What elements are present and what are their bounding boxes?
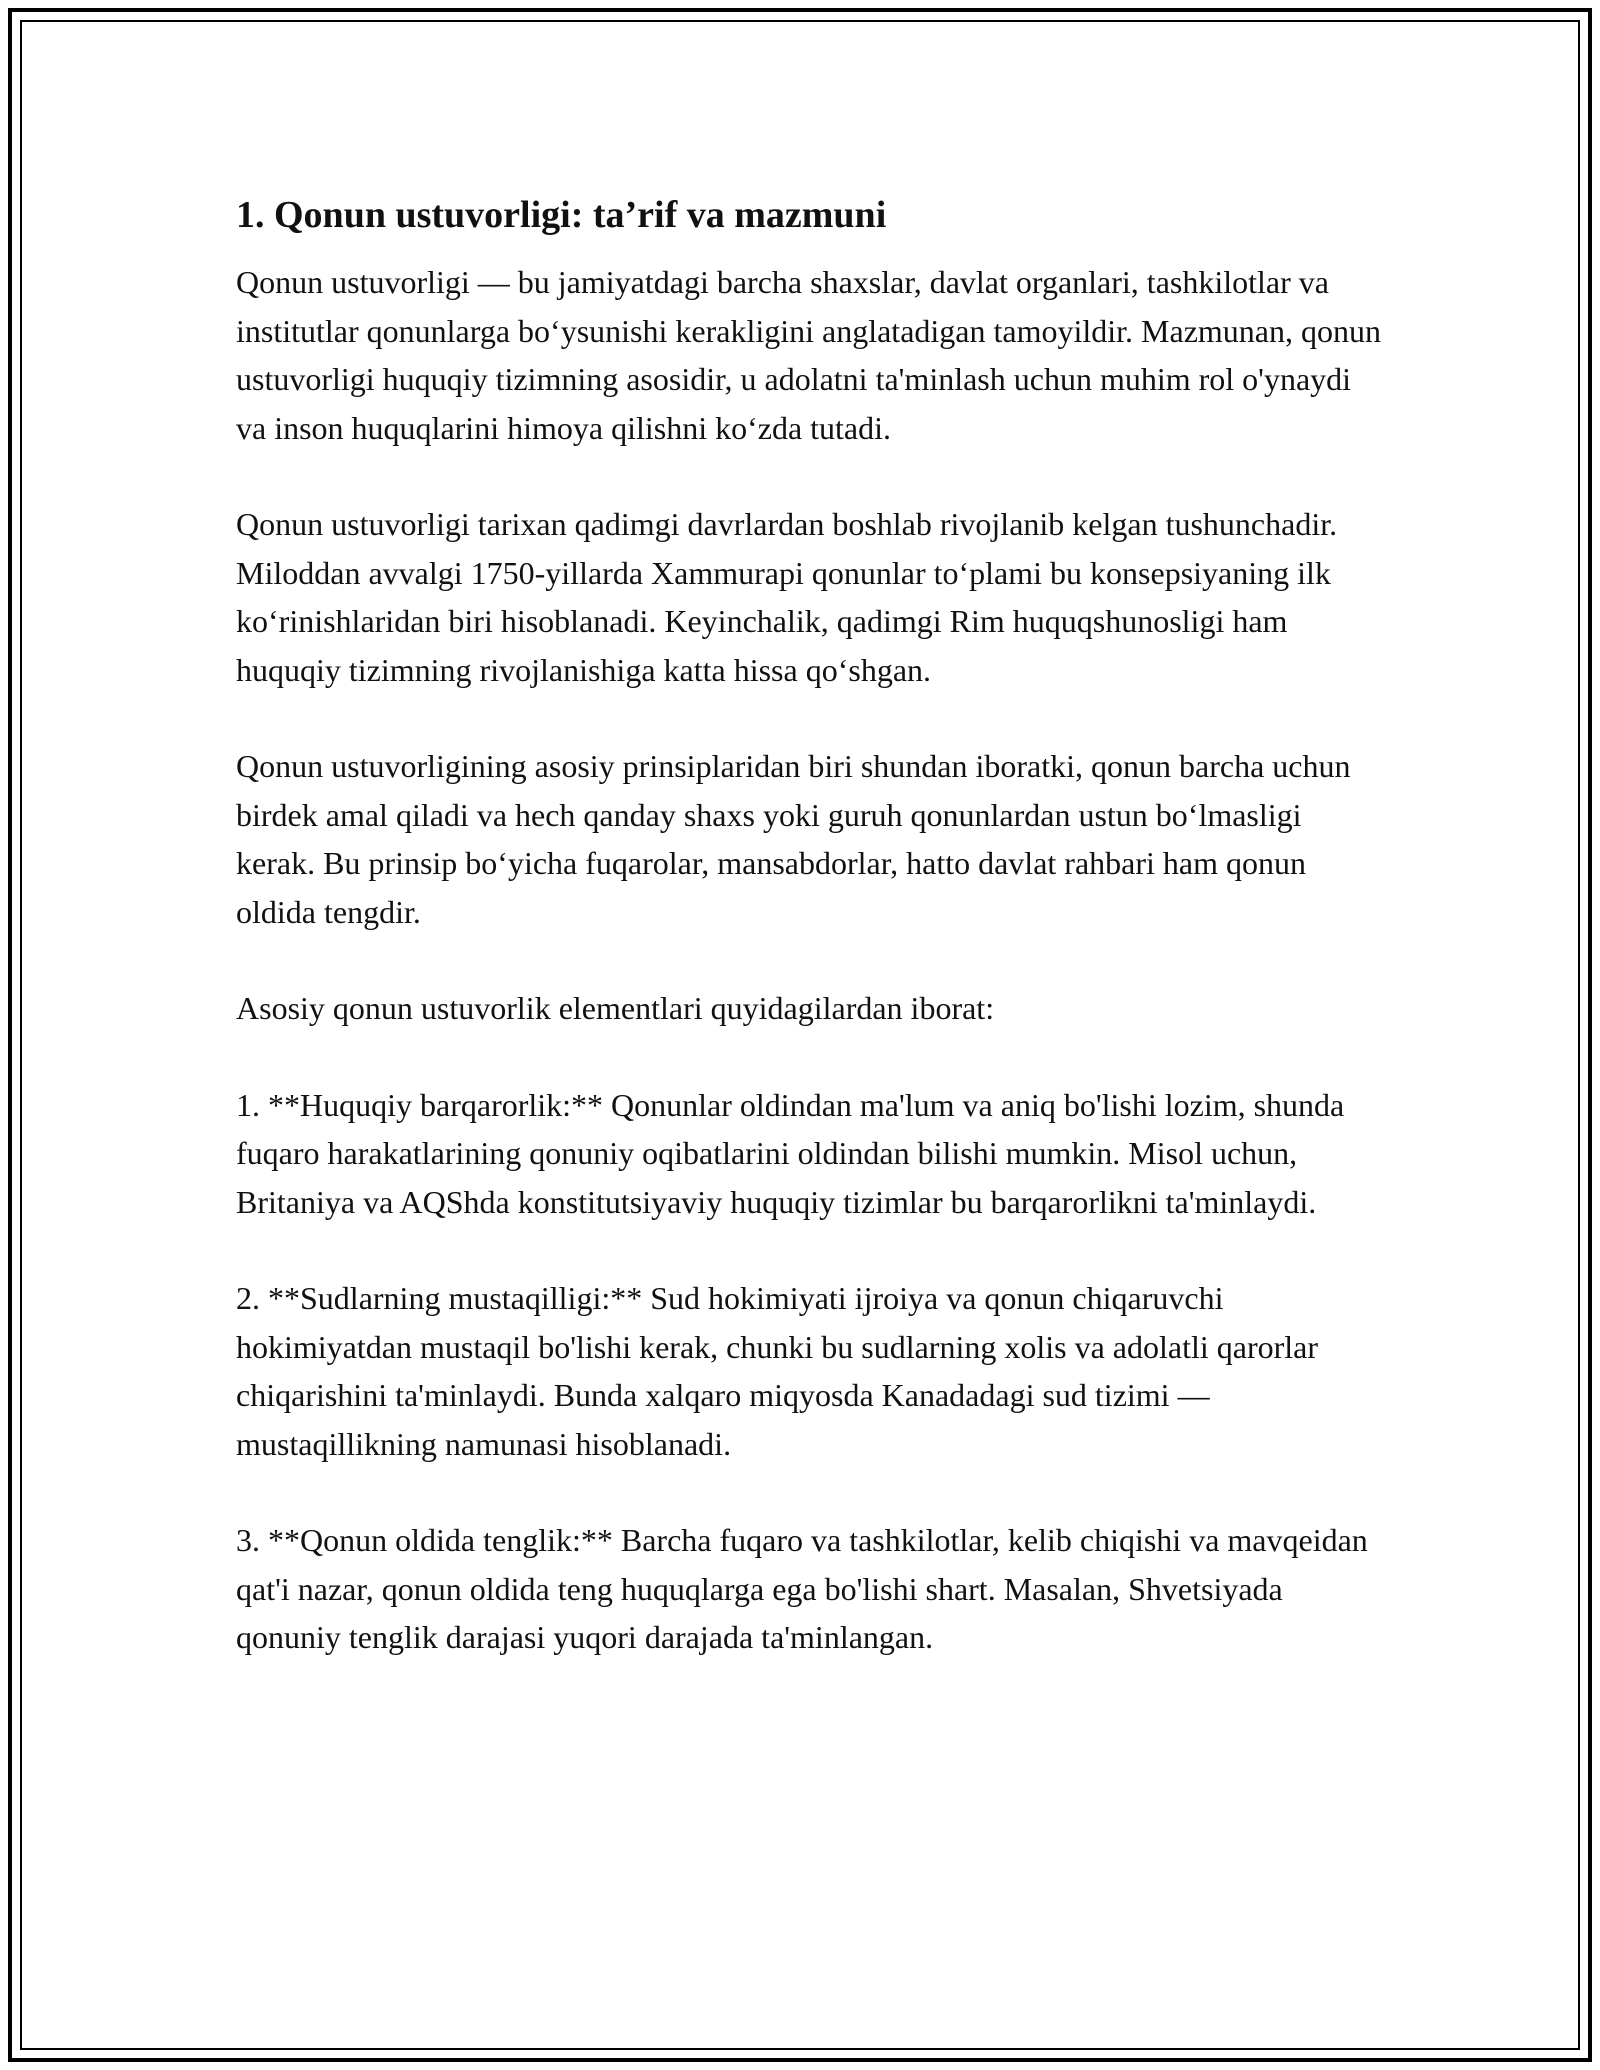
section-title: 1. Qonun ustuvorligi: ta’rif va mazmuni	[236, 194, 887, 236]
paragraph-principle: Qonun ustuvorligining asosiy prinsiplaridan biri shundan iboratki, qonun barcha uchun birdek amal qiladi va hech qanday shaxs yoki guruh qonunlardan ustun bo‘lmasligi kerak. Bu prinsip bo‘yicha fuqarolar, mansabdorlar, hatto davlat rahbari ham qonun oldida tengdir.	[236, 748, 1351, 930]
list-item-judicial-independence: 2. **Sudlarning mustaqilligi:** Sud hokimiyati ijroiya va qonun chiqaruvchi hokimiyatdan mustaqil bo'lishi kerak, chunki bu sudlarning xolis va adolatli qarorlar chiqarishini ta'minlaydi. Bunda xalqaro miqyosda Kanadadagi sud tizimi — mustaqillikning namunasi hisoblanadi.	[236, 1280, 1318, 1462]
document-body	[236, 190, 1386, 1710]
paragraph-elements-intro: Asosiy qonun ustuvorlik elementlari quyidagilardan iborat:	[236, 990, 995, 1026]
paragraph-history: Qonun ustuvorligi tarixan qadimgi davrlardan boshlab rivojlanib kelgan tushunchadir. Miloddan avvalgi 1750-yillarda Xammurapi qonunlar to‘plami bu konsepsiyaning ilk ko‘rinishlaridan biri hisoblanadi. Keyinchalik, qadimgi Rim huquqshunosligi ham huquqiy tizimning rivojlanishiga katta hissa qo‘shgan.	[236, 506, 1338, 688]
paragraph-definition: Qonun ustuvorligi — bu jamiyatdagi barcha shaxslar, davlat organlari, tashkilotlar va institutlar qonunlarga bo‘ysunishi kerakligini anglatadigan tamoyildir. Mazmunan, qonun ustuvorligi huquqiy tizimning asosidir, u adolatni ta'minlash uchun muhim rol o'ynaydi va inson huquqlarini himoya qilishni ko‘zda tutadi.	[236, 264, 1381, 446]
list-item-legal-stability: 1. **Huquqiy barqarorlik:** Qonunlar oldindan ma'lum va aniq bo'lishi lozim, shunda fuqaro harakatlarining qonuniy oqibatlarini oldindan bilishi mumkin. Misol uchun, Britaniya va AQShda konstitutsiyaviy huquqiy tizimlar bu barqarorlikni ta'minlaydi.	[236, 1086, 1345, 1220]
list-item-equality-before-law: 3. **Qonun oldida tenglik:** Barcha fuqaro va tashkilotlar, kelib chiqishi va mavqeidan qat'i nazar, qonun oldida teng huquqlarga ega bo'lishi shart. Masalan, Shvetsiyada qonuniy tenglik darajasi yuqori darajada ta'minlangan.	[236, 1522, 1368, 1655]
